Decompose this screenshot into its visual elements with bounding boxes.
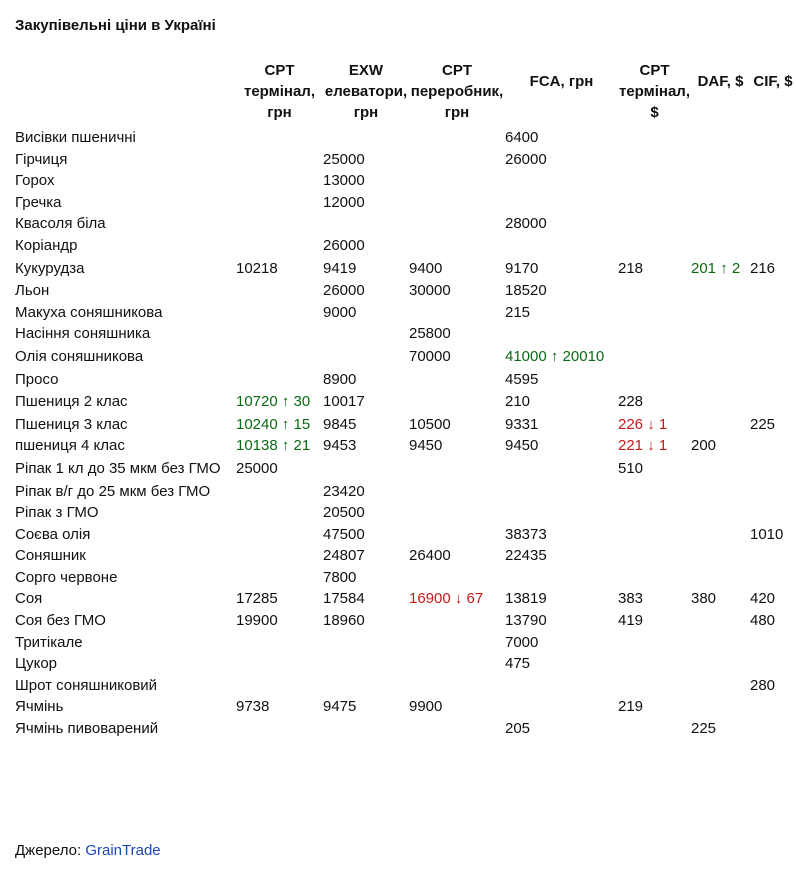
price-cell bbox=[505, 323, 618, 345]
table-row bbox=[15, 696, 796, 718]
price-cell bbox=[618, 170, 691, 192]
price-cell bbox=[750, 127, 796, 149]
price-cell bbox=[618, 213, 691, 235]
price-cell: 10720 ↑ 30 bbox=[236, 393, 311, 411]
price-cell bbox=[236, 481, 323, 503]
price-cell: 9900 bbox=[409, 698, 443, 716]
price-cell bbox=[750, 457, 796, 481]
price-cell: 9331 bbox=[505, 415, 539, 433]
price-cell bbox=[618, 192, 691, 214]
table-row bbox=[15, 567, 796, 589]
price-cell bbox=[691, 170, 750, 192]
price-cell: 6400 bbox=[505, 129, 539, 146]
table-row bbox=[15, 457, 796, 481]
commodity-name: Гірчиця bbox=[15, 150, 68, 168]
price-cell: 26000 bbox=[323, 236, 365, 254]
price-cell bbox=[618, 323, 691, 345]
price-cell bbox=[236, 235, 323, 257]
price-cell: 26000 bbox=[505, 150, 547, 168]
price-cell bbox=[691, 149, 750, 171]
price-cell: 18520 bbox=[505, 282, 547, 300]
price-cell bbox=[618, 632, 691, 654]
price-cell bbox=[750, 323, 796, 345]
commodity-name: Соєва олія bbox=[15, 525, 91, 543]
price-cell: 510 bbox=[618, 459, 644, 477]
price-cell bbox=[409, 653, 505, 675]
table-row bbox=[15, 502, 796, 524]
price-cell bbox=[750, 213, 796, 235]
price-cell: 4595 bbox=[505, 370, 539, 388]
price-cell bbox=[618, 127, 691, 149]
price-cell bbox=[750, 170, 796, 192]
price-cell bbox=[409, 390, 505, 414]
page-title: Закупівельні ціни в Україні bbox=[15, 17, 216, 34]
commodity-name: Цукор bbox=[15, 655, 58, 673]
table-row bbox=[15, 192, 796, 214]
price-cell bbox=[750, 632, 796, 654]
price-cell: 19900 bbox=[236, 612, 278, 630]
price-cell: 47500 bbox=[323, 525, 365, 543]
table-row bbox=[15, 390, 796, 414]
price-cell: 8900 bbox=[323, 370, 357, 388]
price-cell: 25000 bbox=[236, 459, 278, 477]
price-cell: 475 bbox=[505, 655, 531, 673]
price-cell: 10240 ↑ 15 bbox=[236, 415, 311, 433]
price-cell bbox=[618, 545, 691, 567]
price-cell bbox=[750, 481, 796, 503]
price-cell bbox=[505, 170, 618, 192]
price-cell bbox=[409, 524, 505, 546]
table-row bbox=[15, 632, 796, 654]
price-cell: 10218 bbox=[236, 259, 278, 277]
price-cell bbox=[236, 323, 323, 345]
price-cell bbox=[236, 632, 323, 654]
price-cell bbox=[691, 610, 750, 632]
price-cell: 225 bbox=[750, 415, 776, 433]
price-cell bbox=[236, 369, 323, 391]
commodity-name: Соя без ГМО bbox=[15, 612, 106, 630]
price-cell bbox=[323, 213, 409, 235]
price-cell: 225 bbox=[691, 720, 717, 738]
price-cell bbox=[750, 502, 796, 524]
price-cell: 20500 bbox=[323, 504, 365, 522]
table-row bbox=[15, 345, 796, 369]
price-cell: 26000 bbox=[323, 282, 365, 300]
header-cell-commodity bbox=[15, 58, 236, 127]
price-cell: 16900 ↓ 67 bbox=[409, 590, 484, 608]
source-label: Джерело: bbox=[15, 842, 86, 859]
commodity-name: Насіння соняшника bbox=[15, 325, 151, 343]
price-cell: 7800 bbox=[323, 568, 357, 586]
table-row bbox=[15, 213, 796, 235]
price-cell bbox=[236, 653, 323, 675]
price-cell bbox=[323, 675, 409, 697]
source-line bbox=[15, 842, 161, 859]
price-cell: 280 bbox=[750, 676, 776, 694]
price-cell: 9419 bbox=[323, 259, 357, 277]
price-cell: 383 bbox=[618, 590, 644, 608]
price-cell bbox=[750, 696, 796, 718]
price-cell: 10017 bbox=[323, 393, 365, 411]
price-cell bbox=[618, 369, 691, 391]
price-cell: 480 bbox=[750, 612, 776, 630]
price-cell bbox=[505, 675, 618, 697]
price-cell bbox=[409, 235, 505, 257]
price-cell bbox=[618, 502, 691, 524]
price-cell: 215 bbox=[505, 303, 531, 321]
price-cell: 9170 bbox=[505, 259, 539, 277]
price-cell: 17285 bbox=[236, 590, 278, 608]
commodity-name: Соя bbox=[15, 590, 43, 608]
price-cell: 420 bbox=[750, 590, 776, 608]
price-cell bbox=[618, 280, 691, 302]
commodity-name: Висівки пшеничні bbox=[15, 129, 136, 146]
price-cell bbox=[750, 302, 796, 324]
price-cell: 1010 bbox=[750, 525, 784, 543]
commodity-name: Квасоля біла bbox=[15, 215, 106, 233]
price-cell bbox=[618, 235, 691, 257]
price-cell bbox=[236, 567, 323, 589]
price-cell bbox=[750, 435, 796, 457]
price-cell: 218 bbox=[618, 259, 644, 277]
header-row bbox=[15, 58, 796, 127]
price-cell: 205 bbox=[505, 720, 531, 738]
price-cell: 18960 bbox=[323, 612, 365, 630]
price-cell: 7000 bbox=[505, 633, 539, 651]
price-cell bbox=[750, 345, 796, 369]
price-cell bbox=[691, 632, 750, 654]
price-cell bbox=[691, 414, 750, 436]
price-cell: 13790 bbox=[505, 612, 547, 630]
price-cell bbox=[409, 302, 505, 324]
price-cell bbox=[691, 235, 750, 257]
price-cell: 221 ↓ 1 bbox=[618, 437, 668, 455]
price-cell: 9453 bbox=[323, 437, 357, 455]
price-cell bbox=[691, 502, 750, 524]
table-row bbox=[15, 481, 796, 503]
price-cell: 22435 bbox=[505, 547, 547, 565]
price-cell: 13819 bbox=[505, 590, 547, 608]
source-link[interactable]: GrainTrade bbox=[85, 842, 161, 859]
table-row bbox=[15, 675, 796, 697]
price-cell bbox=[236, 127, 323, 149]
price-cell bbox=[618, 524, 691, 546]
commodity-name: Шрот соняшниковий bbox=[15, 676, 158, 694]
price-cell bbox=[323, 127, 409, 149]
commodity-name: пшениця 4 клас bbox=[15, 437, 125, 455]
price-cell bbox=[618, 653, 691, 675]
price-cell bbox=[691, 323, 750, 345]
price-cell bbox=[691, 653, 750, 675]
price-cell: 210 bbox=[505, 393, 531, 411]
price-cell: 17584 bbox=[323, 590, 365, 608]
commodity-name: Пшениця 2 клас bbox=[15, 393, 128, 411]
price-cell: 9475 bbox=[323, 698, 357, 716]
table-row bbox=[15, 718, 796, 740]
price-cell bbox=[691, 524, 750, 546]
commodity-name: Олія соняшникова bbox=[15, 347, 144, 365]
commodity-name: Пшениця 3 клас bbox=[15, 415, 128, 433]
price-cell bbox=[618, 567, 691, 589]
price-cell: 419 bbox=[618, 612, 644, 630]
commodity-name: Ріпак з ГМО bbox=[15, 504, 99, 522]
price-cell: 9738 bbox=[236, 698, 270, 716]
price-cell: 200 bbox=[691, 437, 717, 455]
price-cell bbox=[691, 567, 750, 589]
price-cell bbox=[409, 718, 505, 740]
table-row bbox=[15, 414, 796, 436]
price-cell: 219 bbox=[618, 698, 644, 716]
price-cell bbox=[691, 457, 750, 481]
price-cell bbox=[750, 718, 796, 740]
price-cell: 70000 bbox=[409, 347, 451, 365]
price-cell bbox=[750, 545, 796, 567]
table-row bbox=[15, 302, 796, 324]
price-cell bbox=[691, 481, 750, 503]
price-cell bbox=[750, 390, 796, 414]
price-cell bbox=[409, 567, 505, 589]
price-cell: 9450 bbox=[505, 437, 539, 455]
commodity-name: Льон bbox=[15, 282, 50, 300]
price-cell bbox=[505, 502, 618, 524]
price-cell: 28000 bbox=[505, 215, 547, 233]
price-cell bbox=[323, 653, 409, 675]
header-cell-exw-elevators-uah: EXW елеватори, грн bbox=[324, 62, 408, 121]
price-cell bbox=[236, 170, 323, 192]
table-row bbox=[15, 435, 796, 457]
price-cell: 380 bbox=[691, 590, 717, 608]
price-cell: 25000 bbox=[323, 150, 365, 168]
table-row bbox=[15, 610, 796, 632]
price-cell bbox=[505, 192, 618, 214]
price-cell bbox=[505, 567, 618, 589]
table-row bbox=[15, 524, 796, 546]
price-cell bbox=[409, 369, 505, 391]
commodity-name: Горох bbox=[15, 172, 55, 190]
table-row bbox=[15, 588, 796, 610]
price-cell bbox=[691, 302, 750, 324]
price-cell bbox=[323, 632, 409, 654]
price-cell: 38373 bbox=[505, 525, 547, 543]
price-cell: 12000 bbox=[323, 193, 365, 211]
price-cell bbox=[236, 675, 323, 697]
header-cell-cpt-processor-uah: CPT переробник, грн bbox=[410, 62, 504, 121]
price-cell: 9400 bbox=[409, 259, 443, 277]
table-row bbox=[15, 369, 796, 391]
price-cell: 30000 bbox=[409, 282, 451, 300]
price-cell bbox=[236, 149, 323, 171]
price-cell bbox=[618, 302, 691, 324]
price-cell bbox=[409, 632, 505, 654]
table-row bbox=[15, 545, 796, 567]
price-cell bbox=[691, 545, 750, 567]
price-cell bbox=[236, 524, 323, 546]
table-row bbox=[15, 127, 796, 149]
price-cell: 226 ↓ 1 bbox=[618, 415, 668, 433]
price-cell bbox=[323, 718, 409, 740]
price-cell bbox=[236, 718, 323, 740]
commodity-name: Соняшник bbox=[15, 547, 86, 565]
price-cell bbox=[618, 718, 691, 740]
price-cell bbox=[236, 280, 323, 302]
price-cell bbox=[505, 235, 618, 257]
price-cell bbox=[750, 567, 796, 589]
price-cell bbox=[409, 149, 505, 171]
price-cell bbox=[691, 345, 750, 369]
table-row bbox=[15, 235, 796, 257]
price-cell bbox=[750, 653, 796, 675]
table-row bbox=[15, 149, 796, 171]
price-cell bbox=[505, 457, 618, 481]
price-cell bbox=[409, 502, 505, 524]
commodity-name: Коріандр bbox=[15, 236, 78, 254]
price-cell bbox=[236, 302, 323, 324]
commodity-name: Кукурудза bbox=[15, 259, 85, 277]
price-cell: 26400 bbox=[409, 547, 451, 565]
price-cell: 201 ↑ 2 bbox=[691, 259, 741, 277]
price-cell bbox=[691, 675, 750, 697]
price-cell bbox=[618, 345, 691, 369]
price-cell bbox=[691, 696, 750, 718]
commodity-name: Ячмінь пивоварений bbox=[15, 720, 159, 738]
price-cell bbox=[618, 675, 691, 697]
header-cell-daf-usd: DAF, $ bbox=[697, 73, 744, 90]
price-cell: 10138 ↑ 21 bbox=[236, 437, 311, 455]
price-cell bbox=[409, 192, 505, 214]
price-table bbox=[15, 58, 796, 740]
price-cell bbox=[323, 323, 409, 345]
price-cell bbox=[750, 192, 796, 214]
header-cell-fca-uah: FCA, грн bbox=[529, 73, 594, 90]
price-cell bbox=[691, 192, 750, 214]
price-cell: 24807 bbox=[323, 547, 365, 565]
price-cell bbox=[750, 235, 796, 257]
price-cell bbox=[750, 280, 796, 302]
price-cell bbox=[323, 345, 409, 369]
price-cell bbox=[505, 696, 618, 718]
price-cell bbox=[505, 481, 618, 503]
commodity-name: Ячмінь bbox=[15, 698, 64, 716]
price-cell: 228 bbox=[618, 393, 644, 411]
header-cell-cpt-terminal-uah: CPT термінал, грн bbox=[243, 62, 315, 121]
price-cell: 25800 bbox=[409, 325, 451, 343]
price-cell bbox=[409, 170, 505, 192]
price-cell: 13000 bbox=[323, 172, 365, 190]
commodity-name: Гречка bbox=[15, 193, 62, 211]
price-cell bbox=[691, 280, 750, 302]
header-cell-cif-usd: CIF, $ bbox=[753, 73, 793, 90]
price-cell bbox=[691, 390, 750, 414]
price-cell bbox=[409, 457, 505, 481]
price-cell bbox=[691, 127, 750, 149]
price-cell bbox=[409, 675, 505, 697]
table-row bbox=[15, 323, 796, 345]
price-cell bbox=[236, 192, 323, 214]
header-cell-cpt-terminal-usd: CPT термінал, $ bbox=[618, 62, 690, 121]
table-row bbox=[15, 257, 796, 281]
price-cell bbox=[750, 149, 796, 171]
commodity-name: Ріпак 1 кл до 35 мкм без ГМО bbox=[15, 459, 221, 477]
commodity-name: Макуха соняшникова bbox=[15, 303, 163, 321]
commodity-name: Ріпак в/г до 25 мкм без ГМО bbox=[15, 482, 211, 500]
price-cell bbox=[409, 213, 505, 235]
price-cell: 23420 bbox=[323, 482, 365, 500]
commodity-name: Тритікале bbox=[15, 633, 83, 651]
price-cell: 41000 ↑ 20010 bbox=[505, 347, 605, 365]
price-cell: 9450 bbox=[409, 437, 443, 455]
price-cell bbox=[409, 481, 505, 503]
price-cell bbox=[409, 610, 505, 632]
table-row bbox=[15, 653, 796, 675]
price-cell: 10500 bbox=[409, 415, 451, 433]
price-cell bbox=[691, 369, 750, 391]
price-cell bbox=[691, 213, 750, 235]
price-cell: 9845 bbox=[323, 415, 357, 433]
price-cell bbox=[236, 502, 323, 524]
price-cell bbox=[236, 213, 323, 235]
price-cell bbox=[236, 545, 323, 567]
price-cell bbox=[750, 369, 796, 391]
price-cell bbox=[618, 481, 691, 503]
price-cell bbox=[409, 127, 505, 149]
table-row bbox=[15, 280, 796, 302]
price-cell bbox=[323, 457, 409, 481]
price-cell bbox=[618, 149, 691, 171]
commodity-name: Сорго червоне bbox=[15, 568, 118, 586]
price-cell: 9000 bbox=[323, 303, 357, 321]
table-row bbox=[15, 170, 796, 192]
price-cell: 216 bbox=[750, 259, 776, 277]
commodity-name: Просо bbox=[15, 370, 59, 388]
price-cell bbox=[236, 345, 323, 369]
